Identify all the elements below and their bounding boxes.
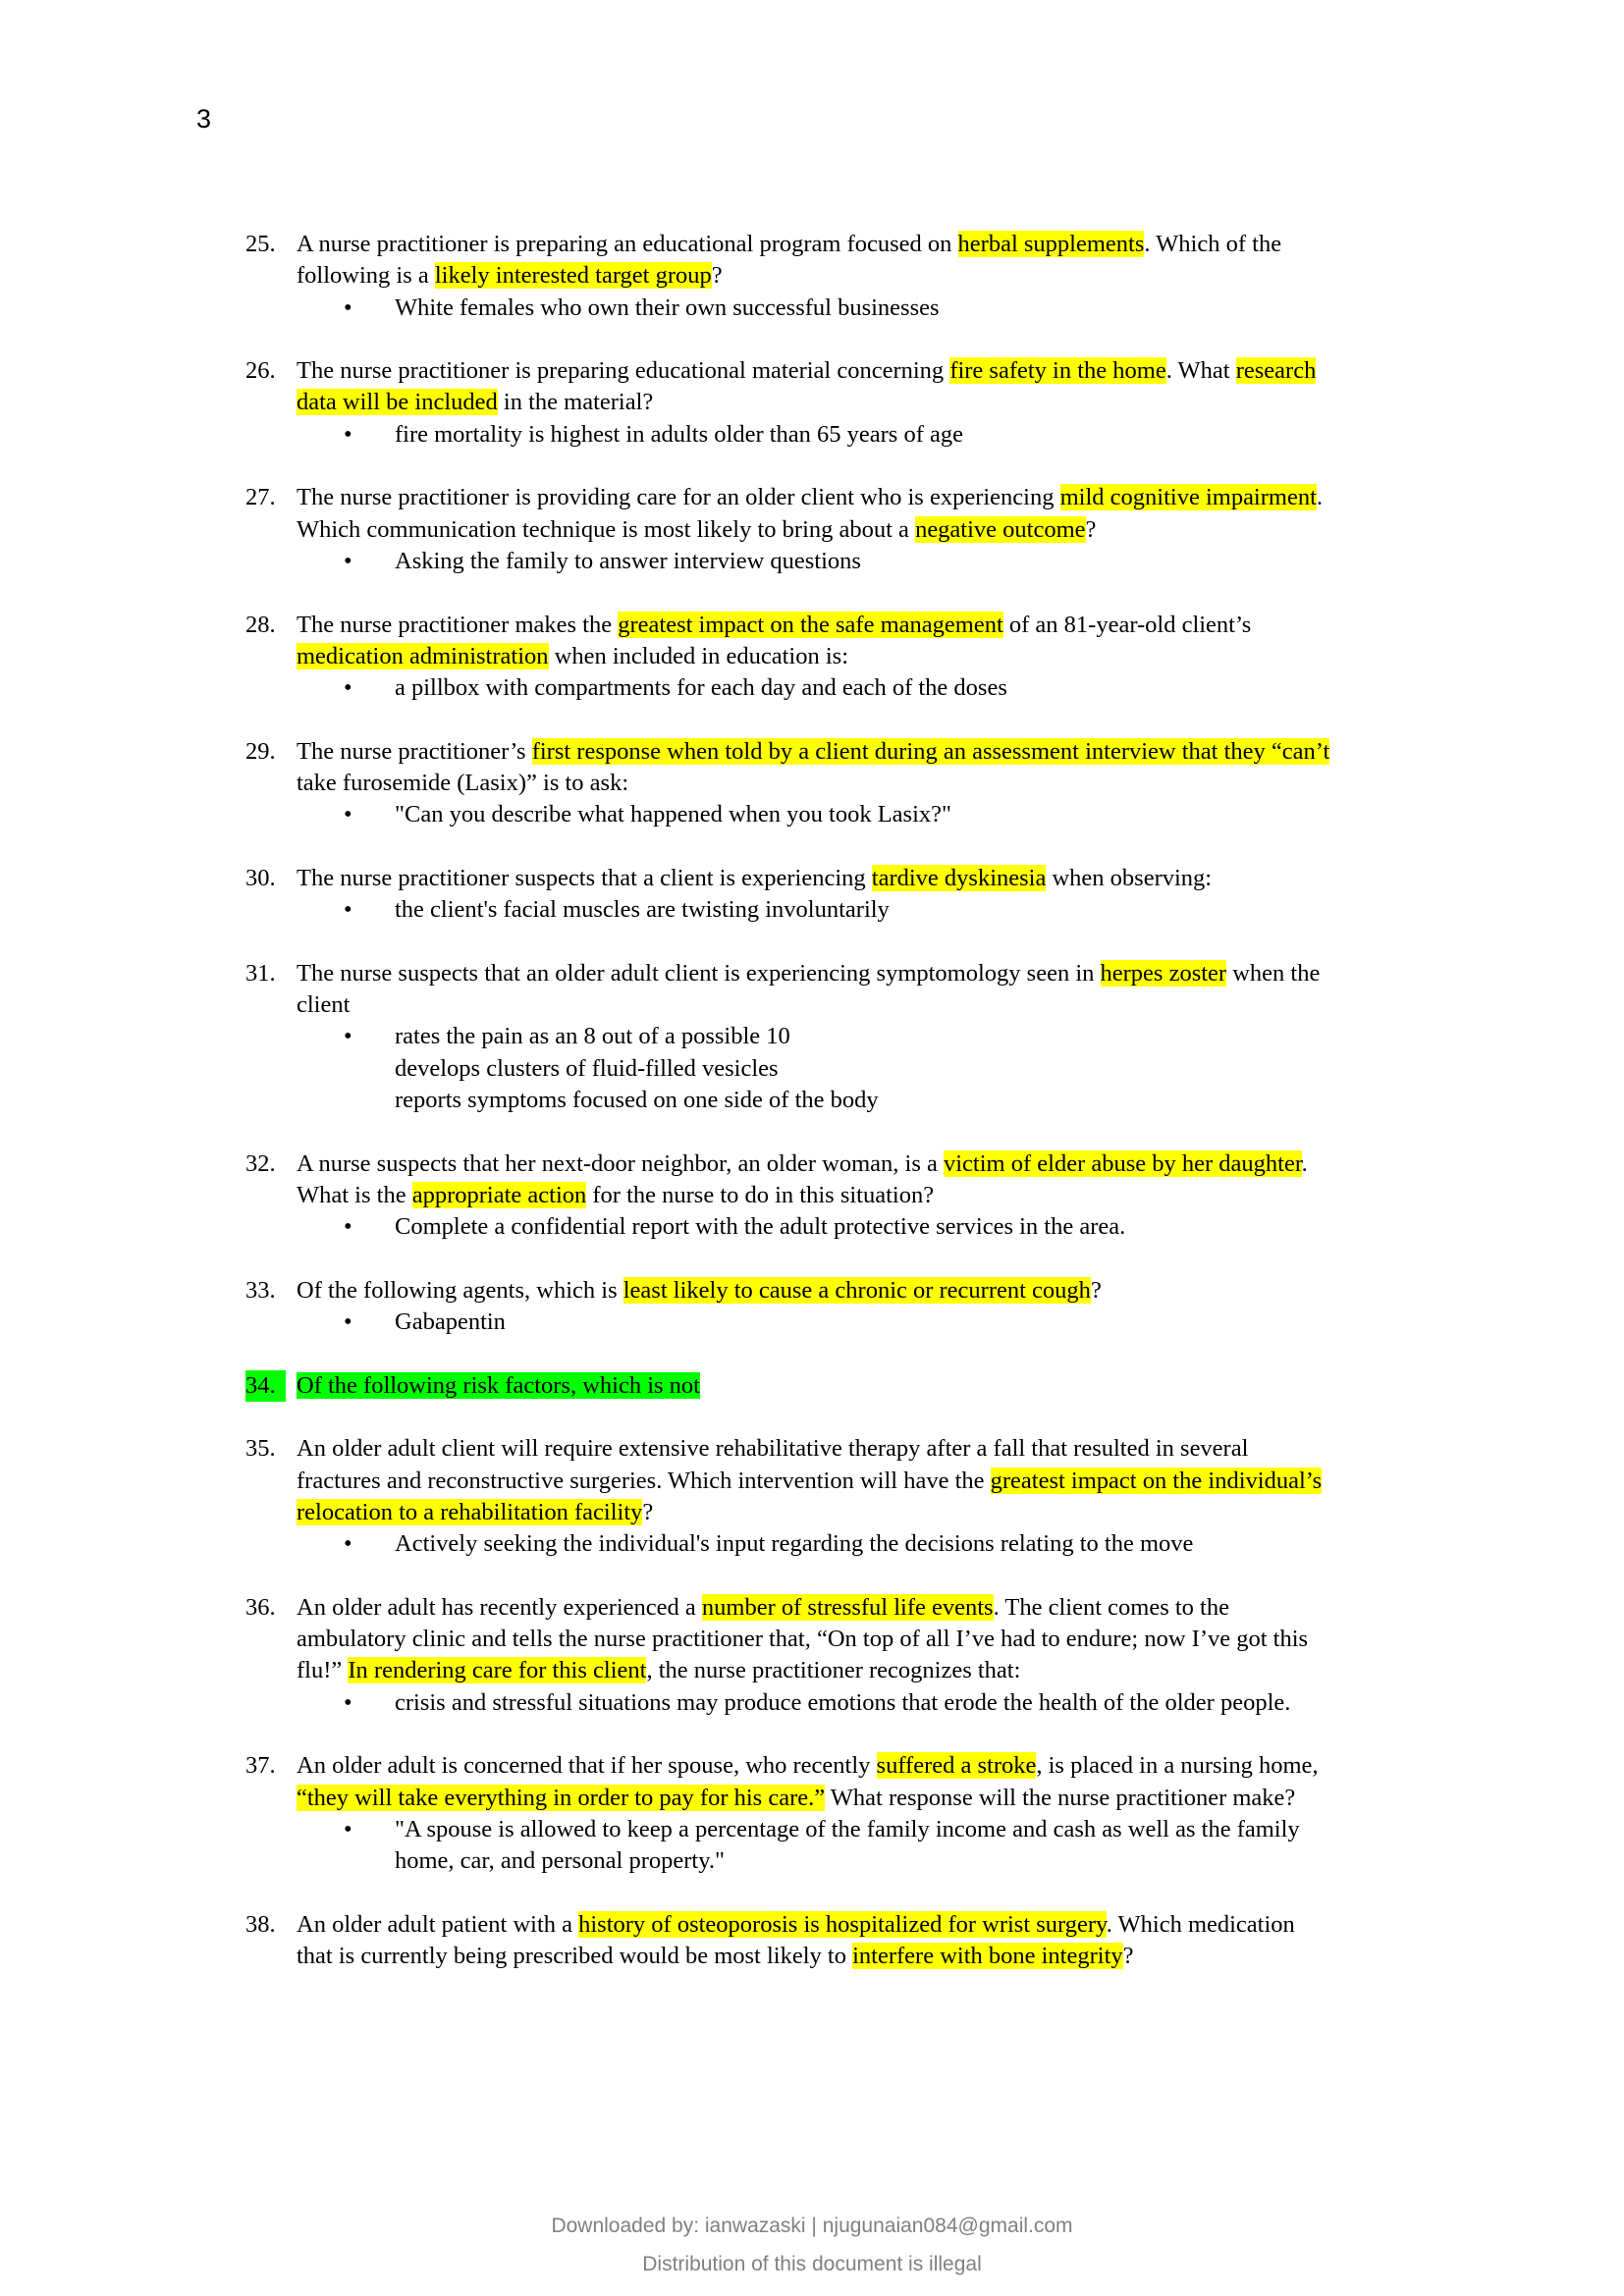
answer-text: reports symptoms focused on one side of the body	[395, 1087, 879, 1114]
question-text: , is placed in a nursing home,	[1036, 1752, 1319, 1780]
highlighted-text: herpes zoster	[1100, 959, 1227, 987]
bullet-icon: •	[344, 1023, 352, 1050]
question-number: 38.	[245, 1910, 276, 1938]
question-text: The nurse practitioner is preparing educational material concerning	[297, 357, 950, 385]
question-item	[245, 1592, 1502, 1719]
highlighted-text: tardive dyskinesia	[871, 864, 1047, 891]
question-text: ?	[1085, 515, 1097, 543]
answer-text: White females who own their own successful businesses	[395, 294, 940, 321]
question-text-line	[245, 1370, 1502, 1402]
question-text: Which communication technique is most likely to bring about a	[297, 515, 916, 543]
highlighted-text: appropriate action	[411, 1181, 587, 1208]
question-text-line	[245, 1180, 1502, 1211]
question-text-line	[245, 1655, 1502, 1686]
question-text: .	[1316, 484, 1324, 511]
question-number: 35.	[245, 1435, 276, 1463]
answer-list	[245, 546, 1502, 577]
answer-list	[245, 894, 1502, 926]
question-text: when observing:	[1046, 864, 1213, 891]
question-text-line	[245, 1497, 1502, 1528]
question-text: The nurse practitioner is providing care for an older client who is experiencing	[297, 484, 1060, 511]
question-list	[245, 229, 1502, 2004]
question-text-line	[245, 1148, 1502, 1180]
answer-list	[245, 1211, 1502, 1243]
question-item	[245, 1370, 1502, 1402]
highlighted-text: In rendering care for this client	[348, 1657, 647, 1684]
question-item	[245, 610, 1502, 705]
question-text: .	[1301, 1149, 1308, 1177]
question-text-line	[245, 610, 1502, 641]
question-text: of an 81-year-old client’s	[1002, 611, 1252, 638]
highlighted-text: history of osteoporosis is hospitalized for wrist surgery	[578, 1910, 1107, 1938]
question-number: 32.	[245, 1149, 276, 1177]
question-text: The nurse practitioner suspects that a client is experiencing	[297, 864, 872, 891]
bullet-icon: •	[344, 896, 352, 924]
bullet-icon: •	[344, 674, 352, 702]
bullet-icon: •	[344, 801, 352, 828]
answer-text: "Can you describe what happened when you took Lasix?"	[395, 801, 952, 828]
highlighted-text: fire safety in the home	[949, 357, 1166, 385]
question-item	[245, 958, 1502, 1116]
answer-text: "A spouse is allowed to keep a percentage of the family income and cash as well as the family	[395, 1815, 1300, 1842]
bullet-icon: •	[344, 420, 352, 448]
question-item	[245, 1148, 1502, 1244]
question-number: 29.	[245, 737, 276, 765]
answer-text: Asking the family to answer interview questions	[395, 547, 861, 574]
question-text: ?	[642, 1498, 654, 1525]
question-text-line	[245, 229, 1502, 260]
highlighted-text: negative outcome	[915, 515, 1086, 543]
answer-text: home, car, and personal property."	[395, 1847, 726, 1875]
answer-list	[245, 672, 1502, 704]
highlighted-text: “they will take everything in order to pay for his care.”	[297, 1784, 826, 1811]
answer-text: Gabapentin	[395, 1308, 506, 1336]
question-text-line	[245, 1466, 1502, 1497]
question-text: ?	[1122, 1943, 1134, 1970]
question-text: . Which medication	[1106, 1910, 1295, 1938]
question-item	[245, 1275, 1502, 1339]
question-number: 33.	[245, 1276, 276, 1304]
answer-list	[245, 1307, 1502, 1338]
question-number: 37.	[245, 1752, 276, 1780]
bullet-icon: •	[344, 1213, 352, 1241]
question-text-line	[245, 1592, 1502, 1624]
footer-notice: Distribution of this document is illegal	[642, 2253, 982, 2275]
question-text: An older adult patient with a	[297, 1910, 579, 1938]
answer-list	[245, 1528, 1502, 1560]
question-text: that is currently being prescribed would be most likely to	[297, 1943, 853, 1970]
answer-list	[245, 1021, 1502, 1116]
question-text-line	[245, 1750, 1502, 1782]
question-text: . The client comes to the	[993, 1593, 1229, 1621]
question-text: following is a	[297, 262, 435, 290]
bullet-icon: •	[344, 1688, 352, 1716]
answer-list	[245, 1687, 1502, 1719]
answer-text: Complete a confidential report with the adult protective services in the area.	[395, 1213, 1126, 1241]
question-item	[245, 1750, 1502, 1877]
question-text-line	[245, 514, 1502, 546]
question-number: 31.	[245, 959, 276, 987]
question-text: for the nurse to do in this situation?	[586, 1181, 935, 1208]
question-text-line	[245, 863, 1502, 894]
highlighted-text: data will be included	[297, 389, 498, 416]
highlighted-text: mild cognitive impairment	[1059, 484, 1317, 511]
question-text: when included in education is:	[548, 642, 849, 669]
question-item	[245, 229, 1502, 324]
question-text: . Which of the	[1144, 231, 1282, 257]
highlighted-text: relocation to a rehabilitation facility	[297, 1498, 643, 1525]
answer-list	[245, 799, 1502, 830]
question-number: 36.	[245, 1593, 276, 1621]
question-text: An older adult client will require extensive rehabilitative therapy after a fall that resulted in several	[297, 1435, 1249, 1463]
question-text-line	[245, 1783, 1502, 1814]
question-text: in the material?	[497, 389, 654, 416]
question-number: 26.	[245, 357, 276, 385]
question-item	[245, 736, 1502, 831]
question-text: fractures and reconstructive surgeries. Which intervention will have the	[297, 1467, 991, 1494]
question-text-line	[245, 641, 1502, 672]
question-text: The nurse practitioner’s	[297, 737, 532, 765]
highlighted-text: likely interested target group	[434, 262, 712, 290]
question-text: What is the	[297, 1181, 412, 1208]
bullet-icon: •	[344, 547, 352, 574]
answer-list	[245, 293, 1502, 324]
highlighted-text: herbal supplements	[957, 231, 1145, 257]
question-item	[245, 863, 1502, 927]
highlighted-text: first response when told by a client during an assessment interview that they “can’t	[531, 737, 1330, 765]
bullet-icon: •	[344, 1308, 352, 1336]
question-number: 28.	[245, 611, 276, 638]
question-text: flu!”	[297, 1657, 349, 1684]
highlighted-text: interfere with bone integrity	[852, 1943, 1123, 1970]
question-text: ?	[1090, 1276, 1102, 1304]
question-text: take furosemide (Lasix)” is to ask:	[297, 770, 629, 797]
question-item	[245, 482, 1502, 577]
question-text-line	[245, 989, 1502, 1021]
answer-text: crisis and stressful situations may produce emotions that erode the health of the older people.	[395, 1688, 1291, 1716]
question-item	[245, 355, 1502, 451]
question-text-line	[245, 958, 1502, 989]
answer-list	[245, 419, 1502, 451]
question-item	[245, 1433, 1502, 1560]
answer-text: the client's facial muscles are twisting involuntarily	[395, 896, 890, 924]
highlighted-text: research	[1235, 357, 1317, 385]
question-text-line	[245, 1275, 1502, 1307]
highlighted-text: least likely to cause a chronic or recurrent cough	[623, 1276, 1091, 1304]
bullet-icon: •	[344, 1530, 352, 1558]
question-text-line	[245, 736, 1502, 768]
question-text-line	[245, 1941, 1502, 1972]
highlighted-text: number of stressful life events	[701, 1593, 994, 1621]
question-text: . What	[1165, 357, 1236, 385]
answer-text: a pillbox with compartments for each day and each of the doses	[395, 674, 1007, 702]
answer-text: develops clusters of fluid-filled vesicles	[395, 1054, 779, 1082]
question-text: Of the following risk factors, which is not	[297, 1371, 700, 1399]
question-number: 27.	[245, 484, 276, 511]
question-text: ambulatory clinic and tells the nurse practitioner that, “On top of all I’ve had to endure; now I’ve got this	[297, 1626, 1309, 1653]
answer-text: fire mortality is highest in adults older than 65 years of age	[395, 420, 964, 448]
question-text-line	[245, 768, 1502, 799]
bullet-icon: •	[344, 294, 352, 321]
footer-downloaded-by: Downloaded by: ianwazaski | njugunaian084@gmail.com	[551, 2215, 1073, 2237]
question-text-line	[245, 260, 1502, 292]
highlighted-text: greatest impact on the safe management	[618, 611, 1003, 638]
answer-text: rates the pain as an 8 out of a possible 10	[395, 1023, 790, 1050]
question-number: 25.	[245, 231, 276, 257]
question-text-line	[245, 482, 1502, 513]
question-text: An older adult is concerned that if her spouse, who recently	[297, 1752, 877, 1780]
highlighted-text: suffered a stroke	[876, 1752, 1037, 1780]
question-text: when the	[1226, 959, 1321, 987]
question-text-line	[245, 387, 1502, 418]
question-number: 34.	[245, 1370, 286, 1402]
question-text: An older adult has recently experienced a	[297, 1593, 702, 1621]
question-text: A nurse suspects that her next-door neighbor, an older woman, is a	[297, 1149, 944, 1177]
highlighted-text: greatest impact on the individual’s	[990, 1467, 1323, 1494]
question-text: The nurse suspects that an older adult client is experiencing symptomology seen in	[297, 959, 1101, 987]
question-text: client	[297, 991, 351, 1019]
highlighted-text: medication administration	[297, 642, 549, 669]
question-text-line	[245, 1909, 1502, 1941]
question-text: ?	[711, 262, 723, 290]
question-text: The nurse practitioner makes the	[297, 611, 619, 638]
question-text: What response will the nurse practitioner make?	[825, 1784, 1296, 1811]
question-text-line	[245, 1624, 1502, 1655]
question-number: 30.	[245, 864, 276, 891]
question-text: Of the following agents, which is	[297, 1276, 623, 1304]
question-text: A nurse practitioner is preparing an educational program focused on	[297, 231, 958, 257]
answer-list	[245, 1814, 1502, 1878]
question-text: , the nurse practitioner recognizes that:	[646, 1657, 1021, 1684]
question-text-line	[245, 1433, 1502, 1465]
question-text-line	[245, 355, 1502, 387]
answer-text: Actively seeking the individual's input regarding the decisions relating to the move	[395, 1530, 1194, 1558]
highlighted-text: victim of elder abuse by her daughter	[944, 1149, 1302, 1177]
question-item	[245, 1909, 1502, 1973]
page-number: 3	[196, 104, 212, 133]
bullet-icon: •	[344, 1815, 352, 1842]
